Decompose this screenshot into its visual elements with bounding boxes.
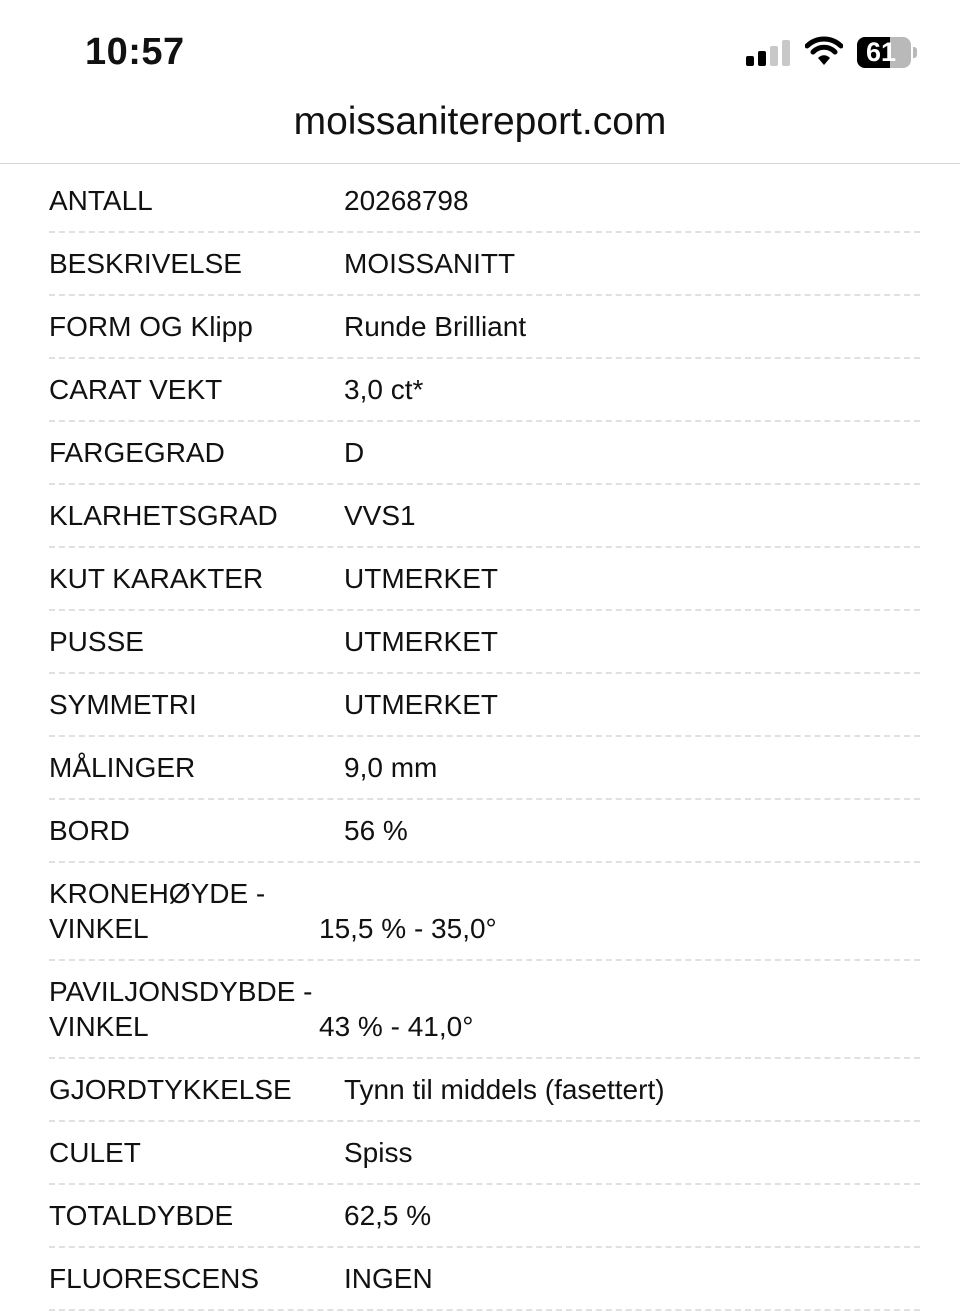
table-row [49,485,920,548]
row-label: PAVILJONSDYBDE - VINKEL [49,976,313,1042]
status-bar [0,0,960,95]
table-row [49,548,920,611]
table-row [49,737,920,800]
row-label: GJORDTYKKELSE [49,1074,292,1105]
table-row [49,961,920,1059]
clock: 10:57 [85,31,185,73]
table-row [49,1059,920,1122]
row-value: Runde Brilliant [344,311,527,342]
battery-tip [913,47,917,58]
row-value: Tynn til middels (fasettert) [344,1074,665,1105]
row-label: BORD [49,815,130,846]
table-row [49,800,920,863]
row-value: 62,5 % [344,1200,432,1231]
table-row [49,1122,920,1185]
spec-table [49,170,920,1311]
row-label: TOTALDYBDE [49,1200,234,1231]
row-value: MOISSANITT [344,248,516,279]
cellular-signal-icon [746,40,792,66]
wifi-icon [805,36,843,66]
row-value: VVS1 [344,500,416,531]
table-row [49,359,920,422]
row-value: 56 % [344,815,408,846]
row-value: D [344,437,365,468]
battery-icon [857,37,911,68]
row-value: UTMERKET [344,689,498,720]
row-value: UTMERKET [344,563,498,594]
table-row [49,296,920,359]
header-divider [0,163,960,164]
table-row [49,422,920,485]
row-label: KRONEHØYDE - VINKEL [49,878,266,944]
row-value: Spiss [344,1137,413,1168]
row-value: INGEN [344,1263,433,1294]
table-row [49,611,920,674]
table-row [49,863,920,961]
row-value: 20268798 [344,185,469,216]
table-row [49,170,920,233]
row-label: FORM OG Klipp [49,311,253,342]
row-label: PUSSE [49,626,144,657]
row-label: KUT KARAKTER [49,563,264,594]
row-label: CARAT VEKT [49,374,223,405]
table-row [49,233,920,296]
row-label: FARGEGRAD [49,437,225,468]
row-label: FLUORESCENS [49,1263,260,1294]
row-value: UTMERKET [344,626,498,657]
row-value: 43 % - 41,0° [319,1011,474,1042]
table-row [49,1185,920,1248]
row-label: SYMMETRI [49,689,197,720]
row-label: MÅLINGER [49,752,196,783]
row-label: ANTALL [49,185,153,216]
address-bar[interactable]: moissanitereport.com [293,100,667,143]
battery-level: 61 [865,37,897,67]
table-row [49,1248,920,1311]
row-value: 15,5 % - 35,0° [319,913,497,944]
table-row [49,674,920,737]
row-value: 9,0 mm [344,752,438,783]
row-label: BESKRIVELSE [49,248,242,279]
row-label: KLARHETSGRAD [49,500,278,531]
row-value: 3,0 ct* [344,374,424,405]
row-label: CULET [49,1137,141,1168]
